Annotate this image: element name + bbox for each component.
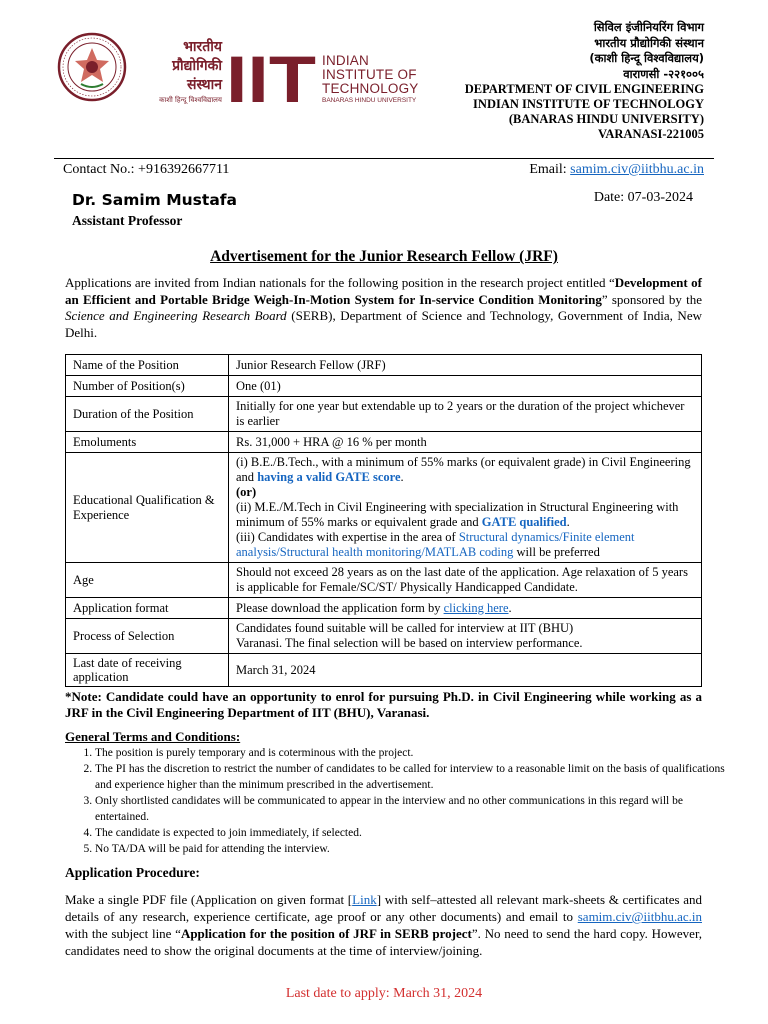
qualification-text: (ii) M.E./M.Tech in Civil Engineering with specialization in Structural Engineering with minimum of 55% marks or equivalent grade and [236, 500, 679, 529]
table-row [66, 654, 702, 687]
header-divider [54, 158, 714, 159]
qualification-highlight: having a valid GATE score [257, 470, 401, 484]
logo-eng-line: TECHNOLOGY [322, 81, 419, 96]
application-format-text: . [508, 600, 512, 615]
table-key: Last date of receiving application [66, 654, 229, 687]
qualification-or: (or) [236, 485, 257, 499]
logo-eng-sub: BANARAS HINDU UNIVERSITY [322, 97, 417, 104]
table-key: Number of Position(s) [66, 376, 229, 397]
address-hindi-line: वाराणसी -२२१००५ [623, 66, 704, 81]
logo-hindi-line: संस्थान [187, 77, 222, 93]
contact-number: Contact No.: +916392667711 [63, 162, 230, 177]
qualification-highlight: GATE qualified [481, 515, 567, 529]
qualification-text: will be preferred [513, 545, 600, 559]
procedure-paragraph [65, 891, 702, 959]
application-format-link[interactable]: Link [352, 892, 377, 907]
procedure-text: ”. No need to send the hard copy. However, candidates need to show the original documents at the time of interview/joining. [65, 926, 703, 958]
address-hindi-line: (काशी हिन्दू विश्वविद्यालय) [589, 51, 704, 65]
author-name: Dr. Samim Mustafa [72, 191, 237, 209]
list-item: 1. The position is purely temporary and is coterminous with the project. [95, 745, 732, 761]
application-form-link[interactable]: clicking here [443, 600, 509, 615]
logo-hindi-line: भारतीय [183, 39, 222, 55]
list-item: 3. Only shortlisted candidates will be communicated to appear in the interview and no other communications in this regard will be entertained. [95, 793, 732, 825]
address-english-line: VARANASI-221005 [597, 127, 704, 141]
qualification-highlight: Structural dynamics/Finite element analysis/Structural health monitoring/MATLAB coding [236, 530, 635, 559]
email-line [529, 162, 704, 178]
table-value: March 31, 2024 [229, 654, 702, 687]
iit-wordmark-logo [226, 52, 318, 106]
qualification-option-iii [236, 530, 694, 560]
procedure-text: with the subject line “ [65, 926, 181, 941]
document-date: Date: 07-03-2024 [593, 190, 693, 205]
list-item: 2. The PI has the discretion to restrict the number of candidates to be called for interview to a reasonable limit on the basis of qualifications and experience higher than the minimum prescribed in the advertisement. [95, 761, 732, 793]
table-key: Duration of the Position [66, 397, 229, 432]
email-subject: Application for the position of JRF in SERB project [180, 926, 472, 941]
qualification-text: . [566, 515, 570, 529]
list-item: 5. No TA/DA will be paid for attending the interview. [95, 841, 732, 857]
department-address [465, 20, 704, 142]
intro-text: ” sponsored by the [601, 291, 702, 307]
intro-paragraph [65, 275, 702, 341]
intro-text: Applications are invited from Indian nationals for the following position in the research project entitled “ [65, 275, 615, 290]
qualification-text: (iii) Candidates with expertise in the area of [236, 530, 459, 544]
position-details-table [65, 354, 702, 687]
address-hindi-line: भारतीय प्रौद्योगिकी संस्थान [594, 35, 704, 50]
sponsor-name: Science and Engineering Research Board [65, 308, 287, 323]
phd-note: *Note: Candidate could have an opportunity to enrol for pursuing Ph.D. in Civil Engineering while working as a JRF in the Civil Engineering Department of IIT (BHU), Varanasi. [65, 689, 702, 720]
table-row [66, 453, 702, 563]
application-format-text: Please download the application form by [236, 600, 444, 615]
last-date-footer: Last date to apply: March 31, 2024 [285, 986, 483, 1001]
qualification-option-ii [236, 500, 694, 530]
address-english-line: (BANARAS HINDU UNIVERSITY) [508, 112, 704, 126]
address-hindi-line: सिविल इंजीनियरिंग विभाग [593, 20, 704, 34]
page-title [0, 248, 768, 266]
selection-line: Varanasi. The final selection will be based on interview performance. [236, 636, 583, 650]
author-designation: Assistant Professor [72, 213, 183, 228]
table-value [229, 598, 702, 619]
logo-eng-line: INSTITUTE OF [322, 67, 417, 82]
qualification-text: (i) B.E./B.Tech., with a minimum of 55% marks (or equivalent grade) in Civil Engineering and [236, 455, 691, 484]
logo-hindi-text [138, 38, 222, 105]
logo-hindi-sub: काशी हिन्दू विश्वविद्यालय [159, 96, 222, 104]
selection-line: Candidates found suitable will be called for interview at IIT (BHU) [236, 621, 574, 635]
table-key: Age [66, 563, 229, 598]
table-value: Initially for one year but extendable up to 2 years or the duration of the project whichever is earlier [229, 397, 702, 432]
table-row [66, 376, 702, 397]
table-row [66, 397, 702, 432]
table-value [229, 619, 702, 654]
table-row [66, 598, 702, 619]
table-value: One (01) [229, 376, 702, 397]
table-key: Educational Qualification & Experience [66, 453, 229, 563]
iit-bhu-seal-logo [57, 32, 127, 102]
table-row [66, 619, 702, 654]
table-row [66, 355, 702, 376]
table-key: Process of Selection [66, 619, 229, 654]
table-key: Name of the Position [66, 355, 229, 376]
logo-iit-text: IIT [226, 52, 316, 106]
table-key: Emoluments [66, 432, 229, 453]
logo-eng-line: INDIAN [322, 53, 369, 68]
email-link[interactable]: samim.civ@iitbhu.ac.in [570, 162, 704, 177]
procedure-text: ] with self–attested all relevant mark-sheets & certificates and details of any research, experience certificate, age proof or any other documents) and email to [65, 892, 702, 924]
procedure-heading: Application Procedure: [65, 865, 200, 880]
table-value [229, 453, 702, 563]
list-item: 4. The candidate is expected to join immediately, if selected. [95, 825, 732, 841]
procedure-email-link[interactable]: samim.civ@iitbhu.ac.in [577, 909, 702, 924]
table-row [66, 432, 702, 453]
qualification-option-i [236, 455, 694, 485]
qualification-text: . [400, 470, 404, 484]
email-label: Email: [529, 162, 571, 177]
terms-heading: General Terms and Conditions: [65, 729, 241, 744]
project-title: Development of an Efficient and Portable Bridge Weigh-In-Motion System for In-service Condition Monitoring [65, 275, 702, 307]
table-key: Application format [66, 598, 229, 619]
address-english-line: INDIAN INSTITUTE OF TECHNOLOGY [473, 97, 704, 111]
address-english-line: DEPARTMENT OF CIVIL ENGINEERING [464, 82, 704, 96]
table-value: Rs. 31,000 + HRA @ 16 % per month [229, 432, 702, 453]
logo-hindi-line: प्रौद्योगिकी [172, 58, 222, 74]
logo-english-text [322, 54, 432, 105]
intro-text: (SERB), Department of Science and Technology, Government of India, New Delhi. [65, 308, 702, 340]
procedure-text: Make a single PDF file (Application on given format [ [65, 892, 353, 907]
page-title-text: Advertisement for the Junior Research Fellow (JRF) [210, 248, 558, 265]
table-row [66, 563, 702, 598]
table-value: Should not exceed 28 years as on the last date of the application. Age relaxation of 5 years is applicable for Female/SC/ST/ Physically Handicapped Candidate. [229, 563, 702, 598]
table-value: Junior Research Fellow (JRF) [229, 355, 702, 376]
terms-list [65, 745, 732, 857]
